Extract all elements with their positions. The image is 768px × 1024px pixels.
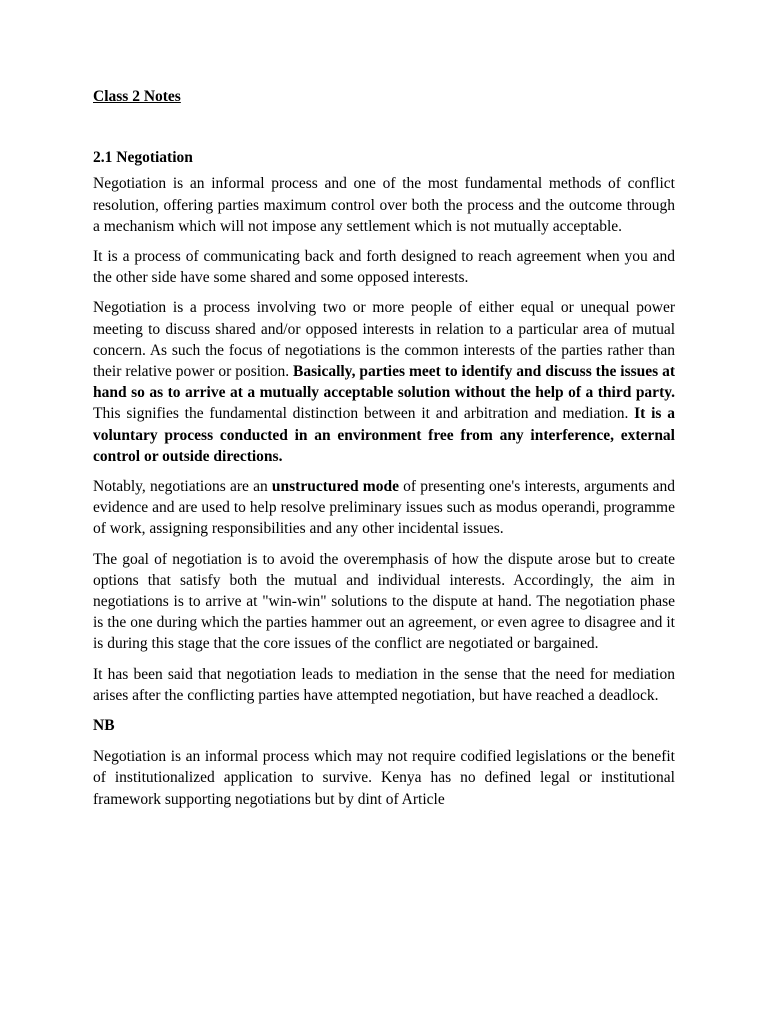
paragraph-4 (93, 476, 675, 540)
paragraph-3-bold-b: It is a voluntary process conducted in an environment free from any interference, external control or outside directions. (93, 405, 675, 465)
nb-heading: NB (93, 717, 115, 735)
paragraph-6: It has been said that negotiation leads to mediation in the sense that the need for mediation arises after the conflicting parties have attempted negotiation, but have reached a deadlock. (93, 665, 675, 704)
document-title: Class 2 Notes (93, 88, 181, 105)
paragraph-4-bold: unstructured mode (271, 478, 399, 496)
paragraph-3-bold-a: Basically, parties meet to identify and discuss the issues at hand so as to arrive at a mutually acceptable solution without the help of a third party. (93, 363, 676, 402)
paragraph-2: It is a process of communicating back and forth designed to reach agreement when you and the other side have some shared and some opposed interests. (93, 248, 675, 287)
paragraph-3 (93, 297, 675, 467)
paragraph-1: Negotiation is an informal process and one of the most fundamental methods of conflict resolution, offering parties maximum control over both the process and the outcome through a mechanism which will not impose any settlement which is not mutually acceptable. (93, 175, 675, 235)
paragraph-3-text-a: Negotiation is a process involving two or more people of either equal or unequal power meeting to discuss shared and/or opposed interests in relation to a particular area of mutual concern. As such the focus of negotiations is the common interests of the parties rather than their relative power or position. (93, 299, 675, 381)
paragraph-5: The goal of negotiation is to avoid the overemphasis of how the dispute arose but to create options that satisfy both the mutual and individual interests. Accordingly, the aim in negotiations is to arrive at "win-win" solutions to the dispute at hand. The negotiation phase is the one during which the parties hammer out an agreement, or even agree to disagree and it is during this stage that the core issues of the conflict are negotiated or bargained. (93, 550, 675, 653)
section-heading: 2.1 Negotiation (93, 149, 193, 167)
paragraph-7: Negotiation is an informal process which may not require codified legislations or the benefit of institutionalized application to survive. Kenya has no defined legal or institutional framework supporting negotiations but by dint of Article (93, 748, 675, 808)
document-page (93, 86, 675, 819)
paragraph-4-text-a: Notably, negotiations are an (93, 478, 272, 496)
paragraph-3-text-b: This signifies the fundamental distinction between it and arbitration and mediation. (93, 405, 635, 423)
paragraph-4-text-b: of presenting one's interests, arguments and evidence and are used to help resolve preliminary issues such as modus operandi, programme of work, assigning responsibilities and any other incidental issues. (93, 478, 676, 538)
